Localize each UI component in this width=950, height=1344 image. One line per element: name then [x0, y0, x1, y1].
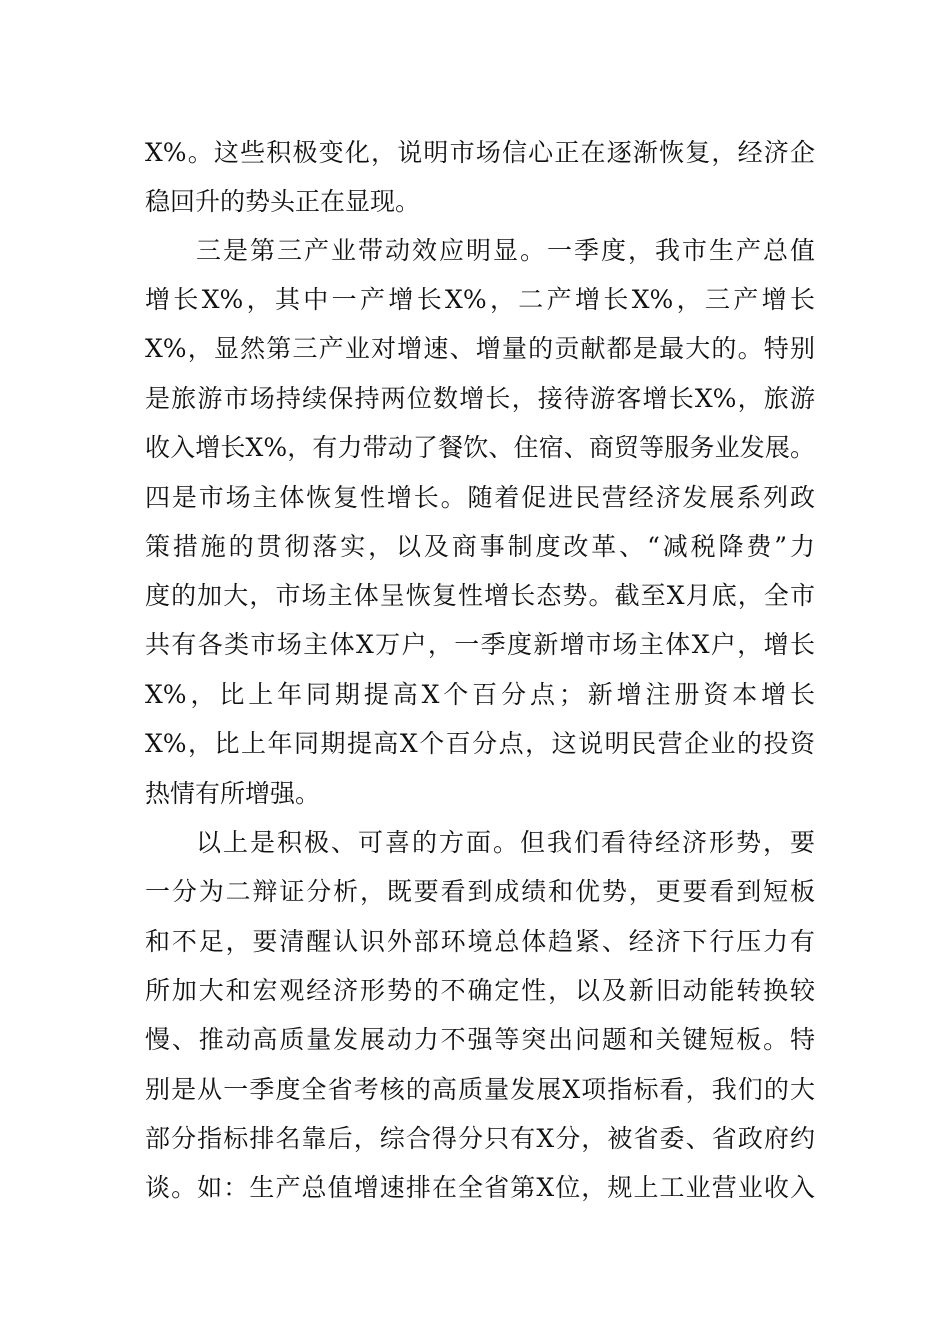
text-line: 别是从一季度全省考核的高质量发展X项指标看，我们的大: [145, 1075, 815, 1104]
text-line: 四是市场主体恢复性增长。随着促进民营经济发展系列政: [145, 483, 815, 512]
text-line: 所加大和宏观经济形势的不确定性，以及新旧动能转换较: [145, 976, 815, 1005]
text-line: 部分指标排名靠后，综合得分只有X分，被省委、省政府约: [145, 1124, 815, 1153]
text-line: 慢、推动高质量发展动力不强等突出问题和关键短板。特: [145, 1025, 815, 1054]
text-line: 谈。如：生产总值增速排在全省第X位，规上工业营业收入: [145, 1173, 815, 1202]
text-line: X%，显然第三产业对增速、增量的贡献都是最大的。特别: [145, 334, 815, 363]
text-line: X%。这些积极变化，说明市场信心正在逐渐恢复，经济企: [145, 138, 815, 167]
text-line: X%，比上年同期提高X个百分点，这说明民营企业的投资: [145, 729, 815, 758]
text-line: 三是第三产业带动效应明显。一季度，我市生产总值: [196, 236, 815, 265]
text-line: 是旅游市场持续保持两位数增长，接待游客增长X%，旅游: [145, 384, 815, 413]
text-line: 度的加大，市场主体呈恢复性增长态势。截至X月底，全市: [145, 581, 815, 610]
text-line: 共有各类市场主体X万户，一季度新增市场主体X户，增长: [145, 630, 815, 659]
text-line: 和不足，要清醒认识外部环境总体趋紧、经济下行压力有: [145, 927, 815, 956]
text-line: 稳回升的势头正在显现。: [145, 187, 421, 216]
text-line: 策措施的贯彻落实，以及商事制度改革、“减税降费”力: [145, 532, 815, 561]
text-line: 以上是积极、可喜的方面。但我们看待经济形势，要: [196, 828, 815, 857]
text-line: X%，比上年同期提高X个百分点；新增注册资本增长: [145, 680, 815, 709]
text-line: 增长X%，其中一产增长X%，二产增长X%，三产增长: [145, 285, 815, 314]
text-line: 一分为二辩证分析，既要看到成绩和优势，更要看到短板: [145, 877, 815, 906]
text-line: 热情有所增强。: [145, 779, 321, 808]
text-line: 收入增长X%，有力带动了餐饮、住宿、商贸等服务业发展。: [145, 433, 815, 462]
